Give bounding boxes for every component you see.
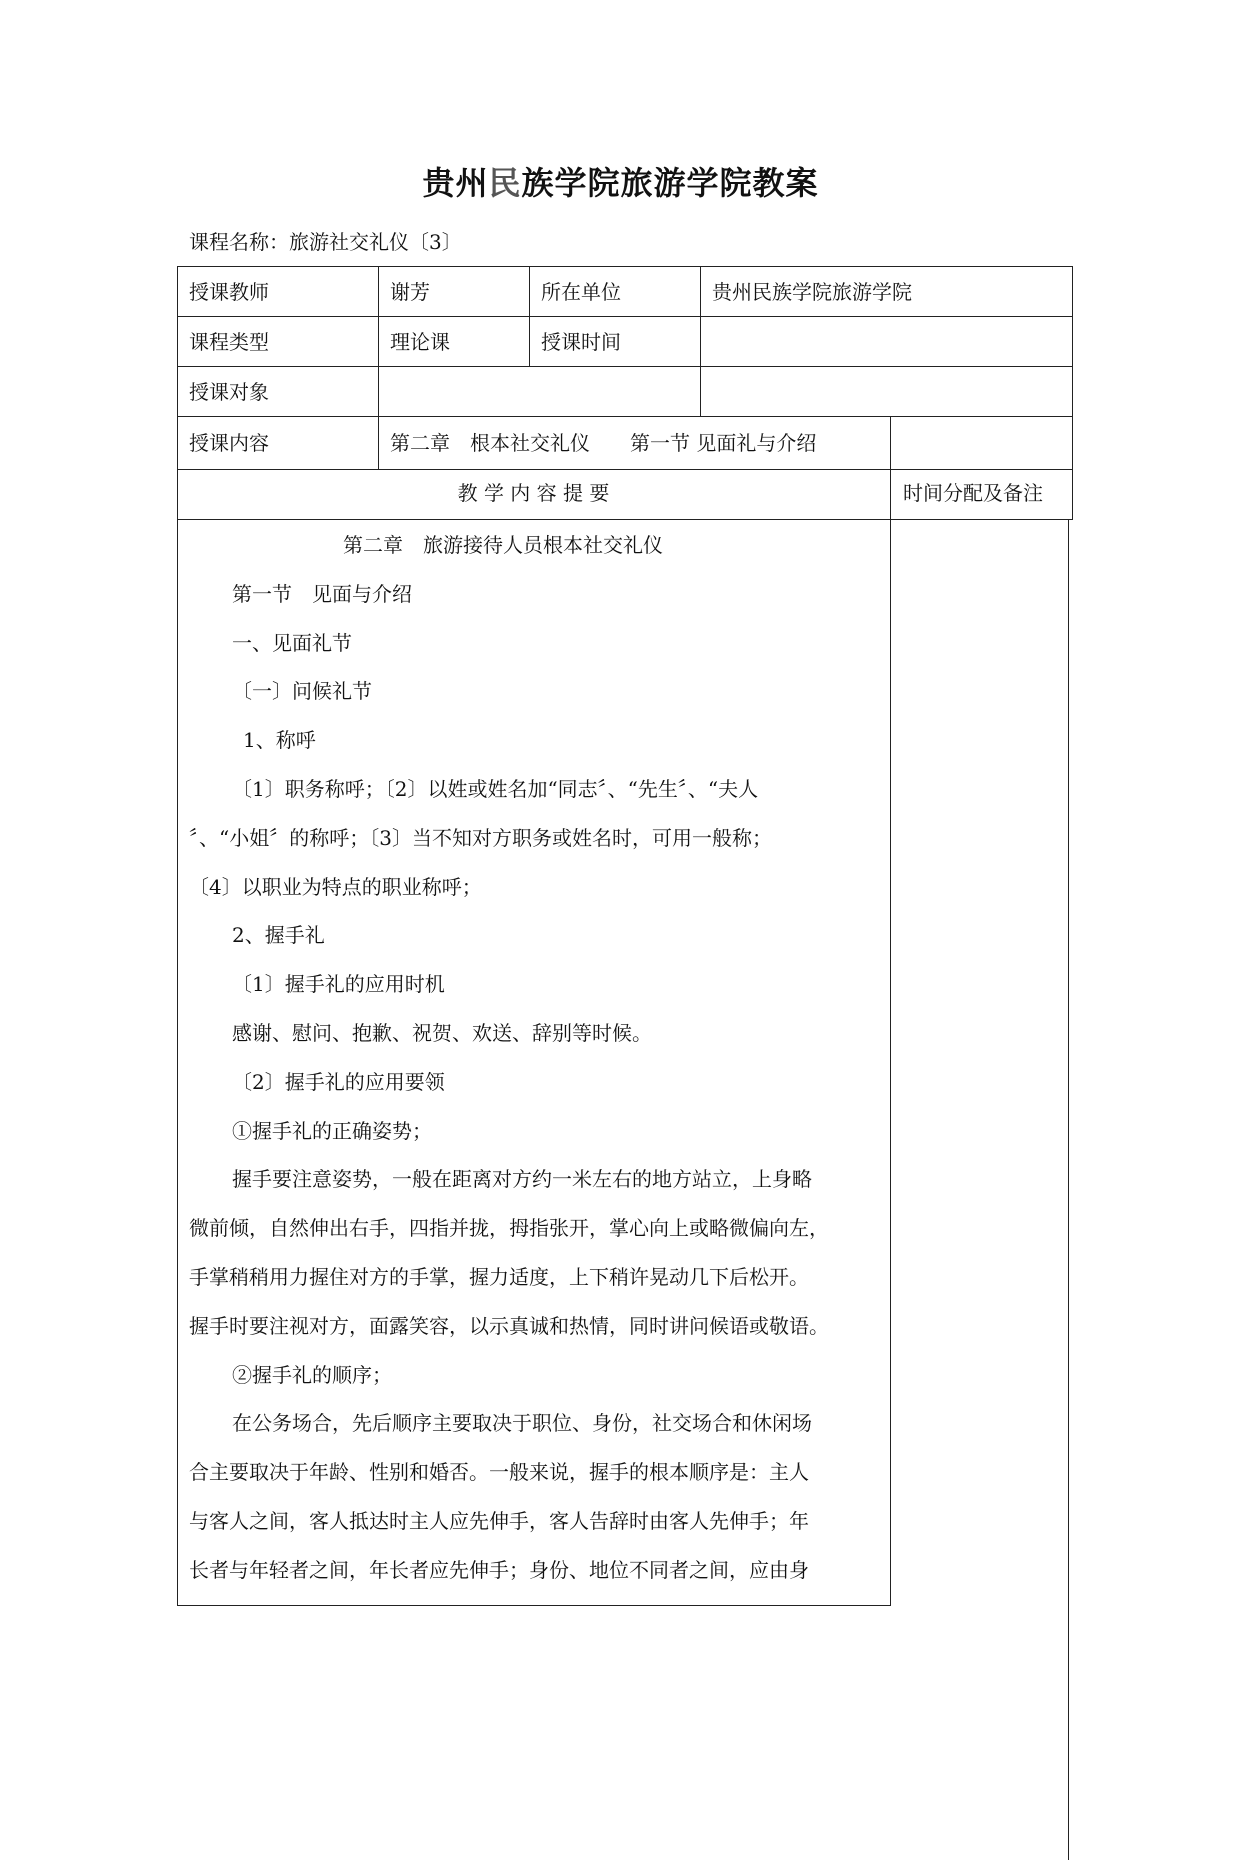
time-notes-header: 时间分配及备注 xyxy=(903,481,1043,505)
table-border xyxy=(177,266,1073,267)
body-line: 1、称呼 xyxy=(243,728,316,753)
body-line: ②握手礼的顺序； xyxy=(232,1362,392,1387)
body-line: 手掌稍稍用力握住对方的手掌，握力适度，上下稍许晃动几下后松开。 xyxy=(189,1264,809,1289)
body-line: 2、握手礼 xyxy=(232,923,325,948)
class-time-label: 授课时间 xyxy=(541,330,621,354)
col-divider xyxy=(529,266,530,366)
title-part: 族学院旅游学院教案 xyxy=(521,164,819,202)
section-heading: 第一节 见面与介绍 xyxy=(232,581,412,606)
table-border xyxy=(1072,266,1073,520)
body-line: 〔一〕问候礼节 xyxy=(232,679,372,704)
content-value: 第二章 根本社交礼仪 第一节 见面礼与介绍 xyxy=(390,431,817,455)
title-part: 贵州 xyxy=(422,164,489,202)
body-line: 感谢、慰问、抱歉、祝贺、欢送、辞别等时候。 xyxy=(232,1020,652,1045)
body-line: 握手要注意姿势，一般在距离对方约一米左右的地方站立，上身略 xyxy=(232,1167,812,1192)
body-line: 〔1〕握手礼的应用时机 xyxy=(232,972,445,997)
unit-label: 所在单位 xyxy=(541,280,621,304)
course-type-label: 课程类型 xyxy=(189,330,269,354)
body-line: 〔2〕握手礼的应用要领 xyxy=(232,1069,445,1094)
chapter-heading: 第二章 旅游接待人员根本社交礼仪 xyxy=(343,533,663,557)
course-name: 课程名称：旅游社交礼仪〔3〕 xyxy=(189,230,462,254)
content-summary-header: 教 学 内 容 提 要 xyxy=(457,481,610,505)
col-divider xyxy=(378,266,379,469)
table-border xyxy=(177,266,178,1606)
title-part: 民 xyxy=(488,164,522,202)
lesson-body xyxy=(189,521,879,1595)
body-line: 〔1〕职务称呼；〔2〕以姓或姓名加“同志〞、“先生〞、“夫人 xyxy=(232,776,759,801)
col-divider xyxy=(700,266,701,416)
page-title xyxy=(0,163,1241,203)
content-label: 授课内容 xyxy=(189,431,269,455)
body-line: 长者与年轻者之间，年长者应先伸手；身份、地位不同者之间，应由身 xyxy=(189,1557,809,1582)
body-line: 微前倾，自然伸出右手，四指并拢，拇指张开，掌心向上或略微偏向左， xyxy=(189,1216,829,1241)
unit-value: 贵州民族学院旅游学院 xyxy=(712,280,912,304)
row-divider xyxy=(177,366,1073,367)
body-line: ①握手礼的正确姿势； xyxy=(232,1118,432,1143)
row-divider xyxy=(177,519,1073,520)
table-border xyxy=(177,1605,891,1606)
audience-label: 授课对象 xyxy=(189,380,269,404)
row-divider xyxy=(177,469,1073,470)
teacher-label: 授课教师 xyxy=(189,280,269,304)
teacher-value: 谢芳 xyxy=(390,280,430,304)
row-divider xyxy=(177,316,1073,317)
body-line: 〔4〕以职业为特点的职业称呼； xyxy=(189,874,482,899)
col-divider xyxy=(1068,520,1069,1860)
body-line: 与客人之间，客人抵达时主人应先伸手，客人告辞时由客人先伸手；年 xyxy=(189,1508,809,1533)
body-line: 〞、“小姐〞的称呼；〔3〕当不知对方职务或姓名时，可用一般称； xyxy=(189,825,772,850)
course-type-value: 理论课 xyxy=(390,330,450,354)
col-divider xyxy=(890,416,891,1606)
row-divider xyxy=(177,416,1073,417)
body-line: 握手时要注视对方，面露笑容，以示真诚和热情，同时讲问候语或敬语。 xyxy=(189,1313,829,1338)
body-line: 在公务场合，先后顺序主要取决于职位、身份，社交场合和休闲场 xyxy=(232,1411,812,1436)
body-line: 一、见面礼节 xyxy=(232,630,352,655)
body-line: 合主要取决于年龄、性别和婚否。一般来说，握手的根本顺序是：主人 xyxy=(189,1460,809,1485)
